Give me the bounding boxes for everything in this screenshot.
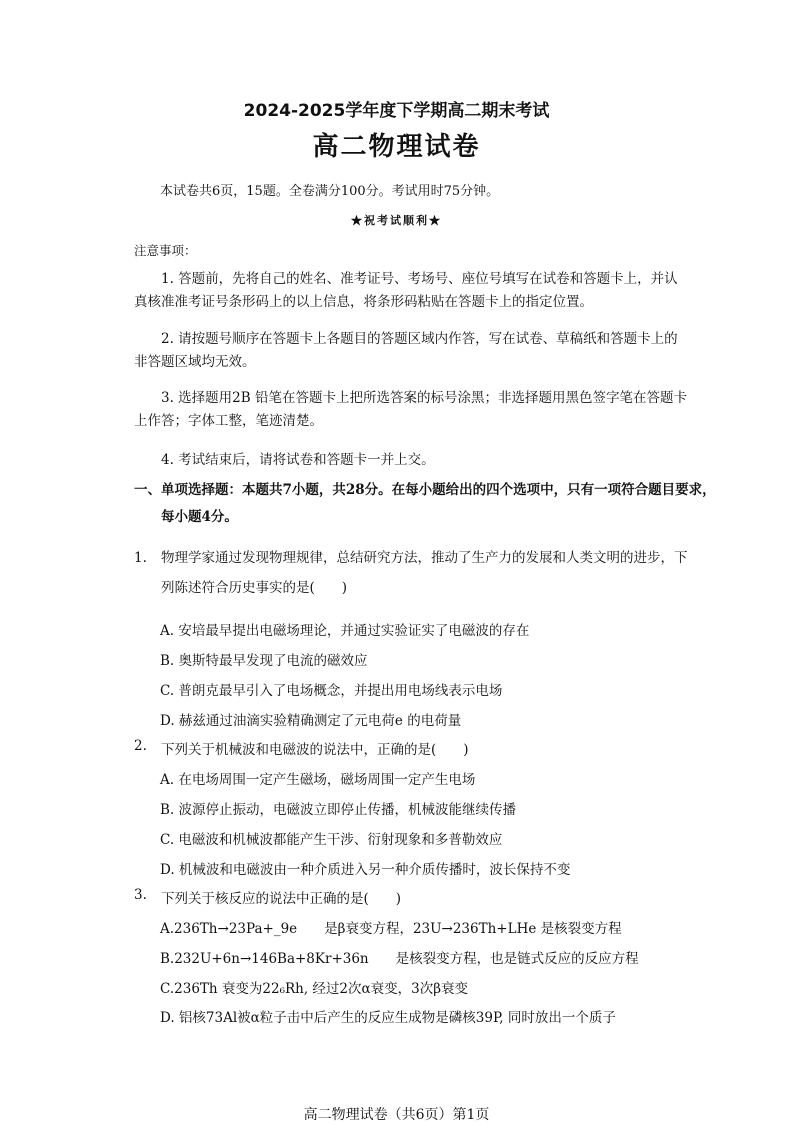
question-stem: 下列关于机械波和电磁波的说法中，正确的是( ): [161, 742, 469, 758]
option-c: C. 电磁波和机械波都能产生干涉、衍射现象和多普勒效应: [160, 832, 503, 848]
option-a: A.236Th→23Pa+_9e 是β衰变方程，23U→236Th+LHe 是核裂变方程: [160, 921, 622, 937]
option-c: C. 普朗克最早引入了电场概念，并提出用电场线表示电场: [160, 683, 503, 699]
question-number: 2.: [134, 738, 147, 754]
option-d: D. 赫兹通过油滴实验精确测定了元电荷e 的电荷量: [160, 713, 462, 729]
notice-item-4: 4. 考试结束后，请将试卷和答题卡一并上交。: [161, 452, 435, 468]
section-heading: 一、单项选择题：本题共7小题，共28分。在每小题给出的四个选项中，只有一项符合题目要求，每小题4分。: [134, 482, 716, 525]
option-c: C.236Th 衰变为22₆Rh, 经过2次α衰变，3次β衰变: [160, 981, 469, 997]
question-number: 3.: [134, 887, 147, 903]
option-b: B.232U+6n→146Ba+8Kr+36n 是核裂变方程，也是链式反应的反应方程: [160, 951, 639, 967]
notice-item-2: 2. 请按题号顺序在答题卡上各题目的答题区域内作答，写在试卷、草稿纸和答题卡上的非答题区域均无效。: [134, 331, 678, 370]
exam-title: 2024-2025学年度下学期高二期末考试: [243, 101, 550, 121]
exam-intro: 本试卷共6页，15题。全卷满分100分。考试用时75分钟。: [160, 184, 500, 199]
option-b: B. 奥斯特最早发现了电流的磁效应: [160, 653, 368, 669]
notice-item-1: 1. 答题前，先将自己的姓名、准考证号、考场号、座位号填写在试卷和答题卡上，并认真核准准考证号条形码上的以上信息，将条形码粘贴在答题卡上的指定位置。: [134, 271, 678, 310]
subject-title: 高二物理试卷: [312, 132, 481, 162]
notice-item-3: 3. 选择题用2B 铅笔在答题卡上把所选答案的标号涂黑；非选择题用黑色签字笔在答题卡上作答；字体工整，笔迹清楚。: [134, 390, 687, 429]
option-d: D. 铝核73Al被α粒子击中后产生的反应生成物是磷核39P, 同时放出一个质子: [160, 1010, 616, 1026]
option-b: B. 波源停止振动，电磁波立即停止传播，机械波能继续传播: [160, 802, 517, 818]
question-stem: 下列关于核反应的说法中正确的是( ): [161, 891, 402, 907]
option-a: A. 在电场周围一定产生磁场，磁场周围一定产生电场: [160, 772, 476, 788]
option-a: A. 安培最早提出电磁场理论，并通过实验证实了电磁波的存在: [160, 623, 530, 639]
notice-heading: 注意事项：: [134, 243, 197, 258]
page-footer: 高二物理试卷（共6页）第1页: [303, 1107, 490, 1123]
question-stem: 物理学家通过发现物理规律，总结研究方法，推动了生产力的发展和人类文明的进步，下列陈述符合历史事实的是( ): [161, 550, 688, 596]
question-number: 1.: [134, 550, 147, 566]
option-d: D. 机械波和电磁波由一种介质进入另一种介质传播时，波长保持不变: [160, 862, 571, 878]
good-luck-banner: ★祝考试顺利★: [351, 214, 442, 227]
